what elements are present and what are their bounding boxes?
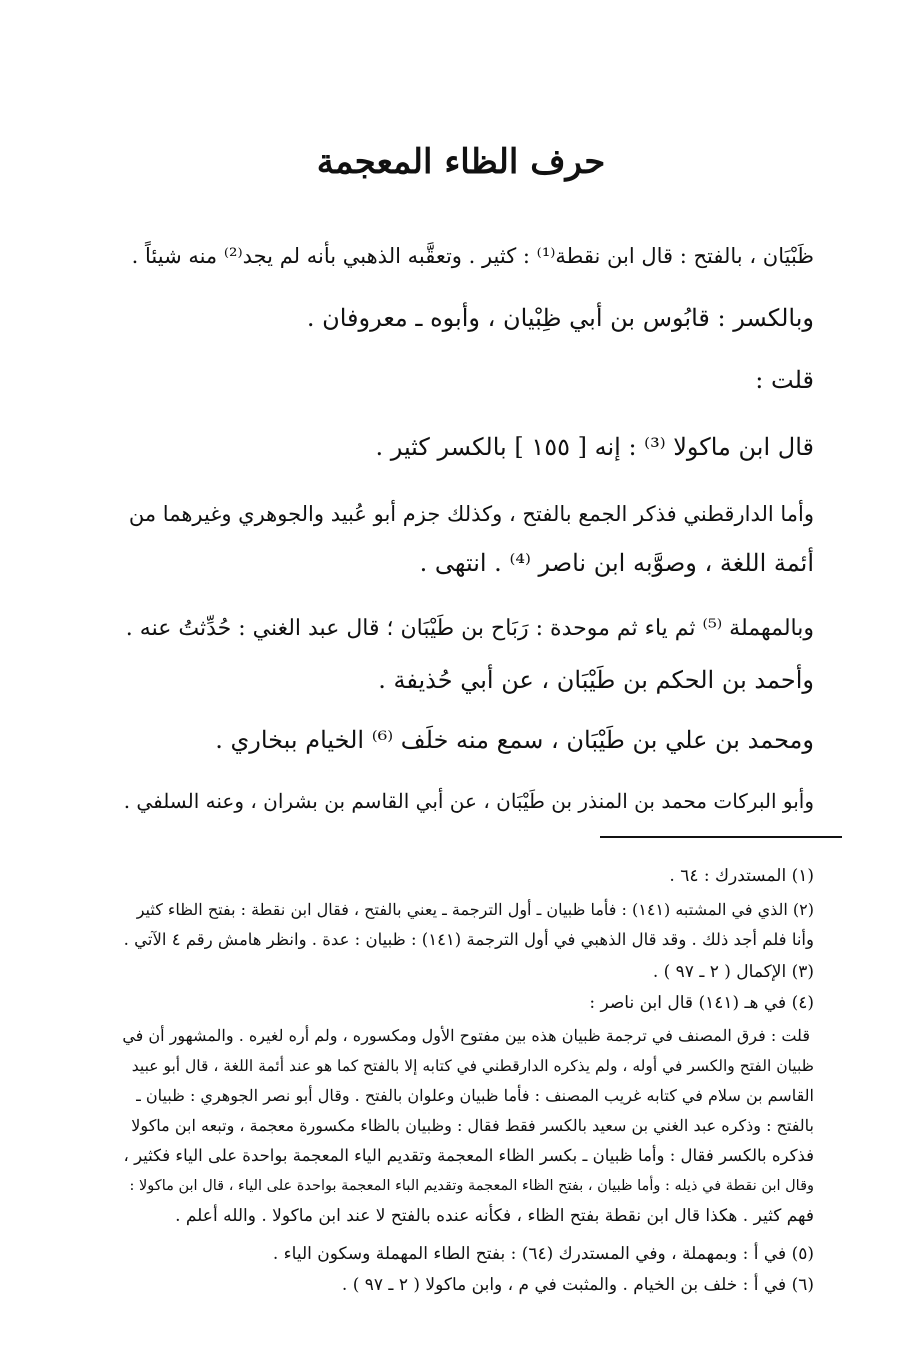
body-line: وأما الدارقطني فذكر الجمع بالفتح ، وكذلك جزم أبو عُبيد والجوهري وغيرهما من [128,502,814,526]
footnote-line: ظبيان الفتح والكسر في أوله ، ولم يذكره الدارقطني في كتابه إلا بالفتح كما هو عند أئمة اللغة ، قال أبو عبيد [131,1057,814,1075]
footnote-line: (٦) في أ : خلف بن الخيام . والمثبت في م ، وابن ماكولا ( ٢ ـ ٩٧ ) . [341,1275,814,1295]
footnote-line: بالفتح : وذكره عبد الغني بن سعيد بالكسر فقط فقال : وظبيان بالظاء مكسورة معجمة ، وتبعه ابن ماكولا [131,1116,814,1135]
footnote-line: (٤) في هـ (١٤١) قال ابن ناصر : [589,993,814,1013]
body-line: قال ابن ماكولا ⁽³⁾ : إنه [ ١٥٥ ] بالكسر كثير . [375,433,814,461]
body-line: وأحمد بن الحكم بن طَيْبَان ، عن أبي حُذيفة . [378,666,814,694]
body-line: وبالمهملة ⁽⁵⁾ ثم ياء ثم موحدة : رَبَاح بن طَيْبَان ؛ قال عبد الغني : حُدِّثتُ عنه . [125,616,814,641]
body-line: أئمة اللغة ، وصوَّبه ابن ناصر ⁽⁴⁾ . انتهى . [419,549,814,577]
body-line: ومحمد بن علي بن طَيْبَان ، سمع منه خلَف ⁽⁶⁾ الخيام ببخاري . [215,726,814,754]
footnote-line: وقال ابن نقطة في ذيله : وأما ظبيان ، بفتح الظاء المعجمة وتقديم الباء المعجمة بواحدة على الياء ، قال ابن ماكولا : [129,1178,814,1194]
footnote-line: (٥) في أ : وبمهملة ، وفي المستدرك (٦٤) : بفتح الطاء المهملة وسكون الياء . [272,1244,814,1264]
footnote-line: وأنا فلم أجد ذلك . وقد قال الذهبي في أول الترجمة (١٤١) : ظبيان : عدة . وانظر هامش رقم ٤ الآتي . [123,930,814,949]
footnote-line: فذكره بالكسر فقال : وأما ظبيان ـ بكسر الظاء المعجمة وتقديم الياء المعجمة بواحدة على الياء فكثير ، [123,1146,814,1165]
body-line: وبالكسر : قابُوس بن أبي ظِبْيان ، وأبوه ـ معروفان . [306,304,814,332]
footnote-line: قلت : فرق المصنف في ترجمة ظبيان هذه بين مفتوح الأول ومكسوره ، ولم أره لغيره . والمشهور أن في [122,1026,810,1045]
body-line: قلت : [755,366,814,394]
footnote-divider [600,836,842,838]
footnote-line: (٢) الذي في المشتبه (١٤١) : فأما ظبيان ـ أول الترجمة ـ يعني بالفتح ، فقال ابن نقطة : بفتح الظاء كثير [136,900,814,919]
footnote-line: فهم كثير . هكذا قال ابن نقطة بفتح الظاء ، فكأنه عنده بالفتح لا عند ابن ماكولا . والله أعلم . [175,1206,814,1226]
footnote-line: (١) المستدرك : ٦٤ . [669,866,814,886]
footnote-line: (٣) الإكمال ( ٢ ـ ٩٧ ) . [652,962,814,982]
body-line: ظَبْيَان ، بالفتح : قال ابن نقطة⁽¹⁾ : كثير . وتعقَّبه الذهبي بأنه لم يجد⁽²⁾ منه شيئاً . [131,244,814,268]
footnote-line: القاسم بن سلام في كتابه غريب المصنف : فأما ظبيان وعلوان بالفتح . وقال أبو نصر الجوهري : ظبيان ـ [136,1086,814,1105]
body-line: وأبو البركات محمد بن المنذر بن طَيْبَان ، عن أبي القاسم بن بشران ، وعنه السلفي . [123,789,814,813]
section-title: حرف الظاء المعجمة [316,142,606,182]
